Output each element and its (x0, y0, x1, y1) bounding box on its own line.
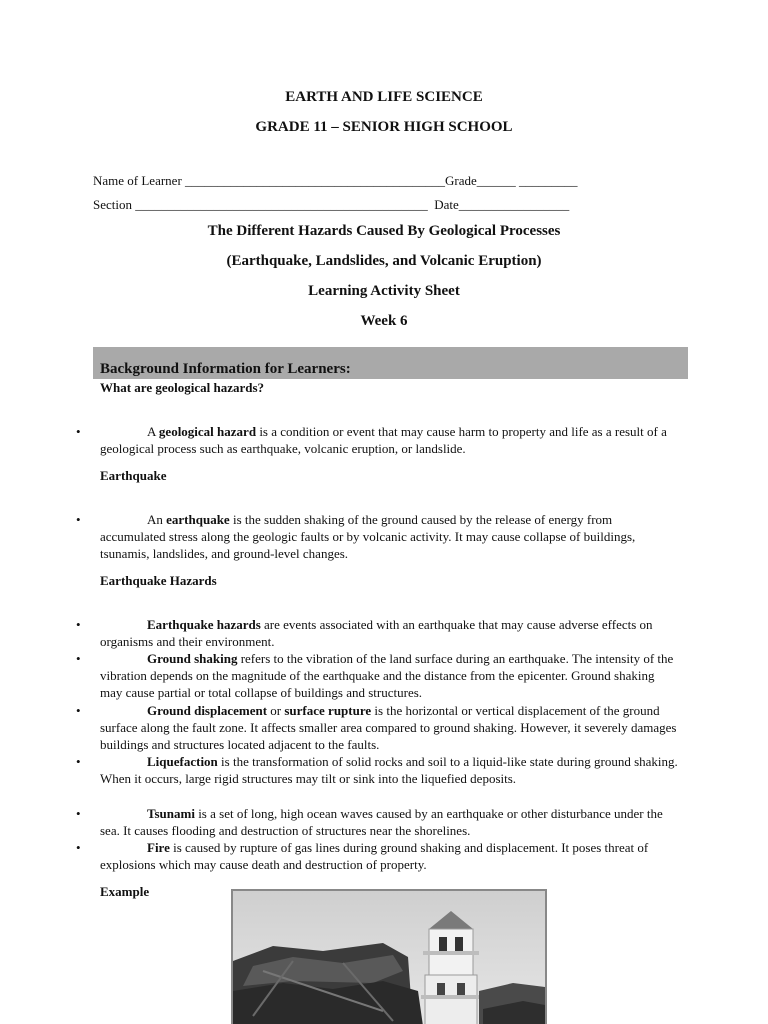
hazard-item (100, 753, 680, 787)
hazard-term: Tsunami (147, 806, 195, 821)
eq-pre: An (147, 512, 167, 527)
hazard-term-2: surface rupture (284, 703, 372, 718)
hazard-item (100, 650, 680, 701)
subject-title: EARTH AND LIFE SCIENCE (285, 89, 483, 105)
question-heading: What are geological hazards? (100, 380, 265, 395)
eq-post: is the sudden shaking of the ground caused by the release of energy from accumulated stress along the geologic faults or by volcanic activity. It may cause collapse of buildings, tsunamis, landslides, and ground-level changes. (100, 512, 636, 561)
learner-name-line: Name of Learner ________________________________________Grade______ _________ (93, 173, 578, 188)
bullet-marker: • (76, 424, 81, 439)
hazard-term: Ground displacement (147, 703, 268, 718)
hazard-item (100, 702, 680, 753)
hazards-heading: Earthquake Hazards (100, 573, 217, 588)
geo-pre: A (147, 424, 159, 439)
bullet-marker: • (76, 806, 81, 821)
hazard-text: are events associated with an earthquake that may cause adverse effects on organisms and their environment. (100, 617, 653, 649)
hazard-mid: or (267, 703, 285, 718)
hazard-item (100, 805, 680, 839)
section-band-title: Background Information for Learners: (100, 361, 351, 377)
hazard-term: Earthquake hazards (147, 617, 261, 632)
damaged-building-image (233, 891, 545, 1024)
example-heading: Example (100, 884, 150, 899)
hazard-term: Fire (147, 840, 170, 855)
bullet-marker: • (76, 754, 81, 769)
hazard-term: Ground shaking (147, 651, 238, 666)
hazard-text: is the horizontal or vertical displacement of the ground surface along the fault zone. It affects smaller area compared to ground shaking. However, it severely damages buildings and structures located adjacent to the faults. (100, 703, 677, 752)
bullet-marker: • (76, 703, 81, 718)
hazard-text: refers to the vibration of the land surface during an earthquake. The intensity of the vibration depends on the magnitude of the earthquake and the distance from the epicenter. Ground shaking may cause partial or total collapse of buildings and structures. (100, 651, 674, 700)
hazard-term: Liquefaction (147, 754, 218, 769)
bullet-marker: • (76, 512, 81, 527)
activity-title: The Different Hazards Caused By Geological Processes (207, 223, 561, 239)
geo-hazard-paragraph (100, 423, 680, 457)
earthquake-paragraph (100, 511, 680, 562)
week-label: Week 6 (360, 313, 408, 329)
bullet-marker: • (76, 617, 81, 632)
earthquake-heading: Earthquake (100, 468, 167, 483)
hazard-text: is caused by rupture of gas lines during ground shaking and displacement. It poses threat of explosions which may cause death and destruction of property. (100, 840, 649, 872)
hazard-text: is a set of long, high ocean waves caused by an earthquake or other disturbance under the sea. It causes flooding and destruction of structures near the shorelines. (100, 806, 663, 838)
grade-level-title: GRADE 11 – SENIOR HIGH SCHOOL (255, 119, 513, 135)
bullet-marker: • (76, 840, 81, 855)
hazard-item (100, 616, 680, 650)
eq-term: earthquake (166, 512, 230, 527)
geo-post: is a condition or event that may cause harm to property and life as a result of a geological process such as earthquake, volcanic eruption, or landslide. (100, 424, 667, 456)
section-date-line: Section _____________________________________________ Date_________________ (93, 197, 570, 212)
hazard-text: is the transformation of solid rocks and soil to a liquid-like state during ground shaking. When it occurs, large rigid structures may tilt or sink into the liquefied deposits. (100, 754, 678, 786)
example-photo (231, 889, 547, 1024)
hazard-item (100, 839, 680, 873)
bullet-marker: • (76, 651, 81, 666)
geo-term: geological hazard (158, 424, 257, 439)
activity-subtitle: (Earthquake, Landslides, and Volcanic Eruption) (226, 253, 542, 269)
sheet-label: Learning Activity Sheet (308, 283, 460, 299)
